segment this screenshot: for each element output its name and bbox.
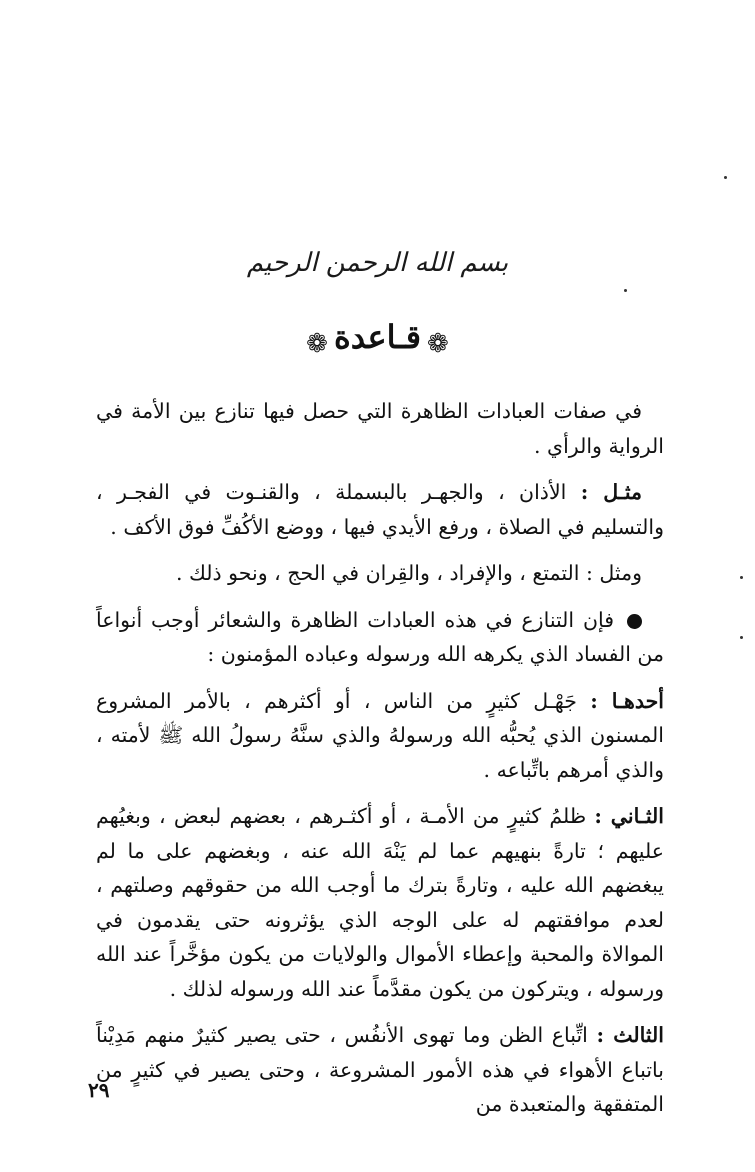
page-number: ٢٩ bbox=[88, 1078, 110, 1102]
paragraph-text: ظلمُ كثيرٍ من الأمـة ، أو أكثـرهم ، بعضهم لبعض ، وبغيُهم عليهم ؛ تارةً بنهيهم عما لم يَنْهَ الله عنه ، وبغضهم على ما لم يبغضهم الله عليه ، وتارةً بترك ما أوجب الله من حقوقهم وصلتهم ، لعدم موافقتهم له على الوجه الذي يؤثرونه حتى يقدمون في الموالاة والمحبة وإعطاء الأموال والولايات من يكون مؤخَّراً عند الله ورسوله ، ويتركون من يكون مقدَّماً عند الله ورسوله لذلك . bbox=[96, 804, 664, 1001]
ornament-left-icon: ❁ bbox=[306, 328, 328, 359]
body-text bbox=[96, 394, 664, 1134]
paragraph-text: جَهْـل كثيرٍ من الناس ، أو أكثرهم ، بالأمر المشروع المسنون الذي يُحبُّه الله ورسولهُ والذي سنَّهُ رسولُ الله ﷺ لأمته ، والذي أمرهم باتِّباعه . bbox=[96, 688, 664, 782]
paragraph bbox=[96, 603, 664, 672]
bullet-icon bbox=[627, 614, 642, 629]
paragraph bbox=[96, 556, 664, 591]
print-speck bbox=[740, 636, 743, 639]
basmala: بسم الله الرحمن الرحيم bbox=[246, 248, 509, 278]
paragraph-text: اتِّباع الظن وما تهوى الأنفُس ، حتى يصير كثيرٌ منهم مَدِيْناً باتباع الأهواء في هذه الأمور المشروعة ، وحتى يصير في كثيرٍ من المتفقهة والمتعبدة من bbox=[96, 1023, 664, 1116]
paragraph bbox=[96, 475, 664, 544]
paragraph-lead: الثالث : bbox=[596, 1023, 664, 1047]
paragraph bbox=[96, 1018, 664, 1122]
paragraph bbox=[96, 394, 664, 463]
paragraph-text: الأذان ، والجهـر بالبسملة ، والقنـوت في الفجـر ، والتسليم في الصلاة ، ورفع الأيدي فيها ، ووضع الأكُفِّ فوق الأكف . bbox=[96, 480, 664, 539]
paragraph-text: فإن التنازع في هذه العبادات الظاهرة والشعائر أوجب أنواعاً من الفساد الذي يكرهه الله ورسوله وعباده المؤمنون : bbox=[96, 607, 664, 666]
paragraph-lead: أحدهـا : bbox=[590, 688, 664, 713]
page-title: قـاعدة bbox=[333, 318, 422, 356]
print-speck bbox=[724, 176, 727, 179]
print-speck bbox=[740, 576, 743, 579]
paragraph-lead: مثـل : bbox=[580, 480, 642, 504]
paragraph-lead: ومثل : bbox=[585, 561, 642, 585]
paragraph-text: التمتع ، والإفراد ، والقِران في الحج ، ونحو ذلك . bbox=[175, 561, 580, 585]
paragraph-text: في صفات العبادات الظاهرة التي حصل فيها تنازع بين الأمة في الرواية والرأي . bbox=[96, 399, 664, 458]
section-heading bbox=[0, 318, 755, 359]
print-speck bbox=[624, 289, 627, 292]
ornament-right-icon: ❁ bbox=[427, 328, 449, 359]
paragraph bbox=[96, 684, 664, 788]
paragraph bbox=[96, 799, 664, 1006]
paragraph-lead: الثـاني : bbox=[594, 804, 664, 828]
